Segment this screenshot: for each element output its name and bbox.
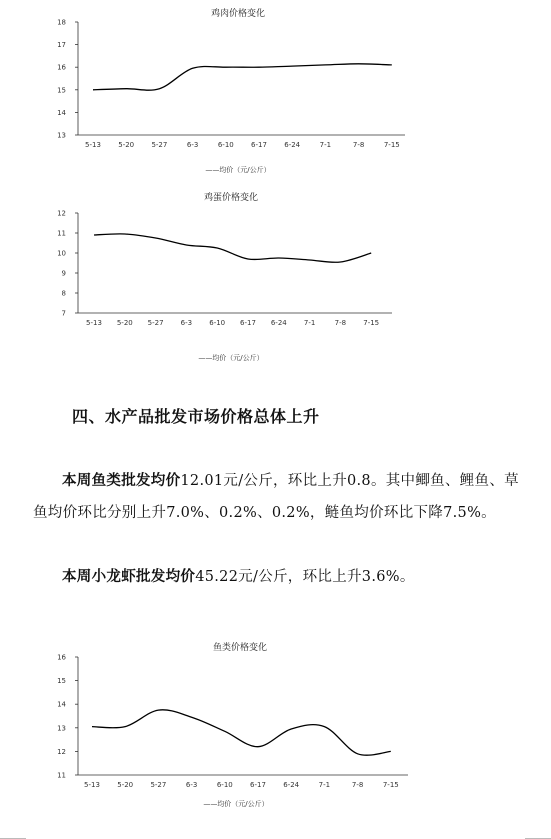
crayfish-price-paragraph <box>33 561 523 593</box>
x-tick-label: 5-13 <box>86 319 102 327</box>
fish-price-chart <box>0 630 551 825</box>
x-tick-label: 5-27 <box>150 781 167 789</box>
x-tick-label: 7-1 <box>319 141 332 149</box>
y-tick-label: 15 <box>57 86 66 95</box>
chart-title: 鸡蛋价格变化 <box>203 193 259 203</box>
x-tick-label: 6-24 <box>283 781 300 789</box>
x-tick-label: 6-17 <box>240 319 256 327</box>
x-tick-label: 6-10 <box>209 319 226 327</box>
y-tick-label: 13 <box>57 131 66 140</box>
y-tick-label: 7 <box>61 309 66 318</box>
fish-price-paragraph <box>33 465 523 529</box>
x-tick-label: 6-24 <box>270 319 287 327</box>
legend-label: ——均价（元/公斤） <box>203 800 269 808</box>
y-tick-label: 15 <box>57 677 66 686</box>
x-tick-label: 5-20 <box>116 319 133 327</box>
y-tick-label: 11 <box>57 771 66 780</box>
x-tick-label: 6-17 <box>251 141 267 149</box>
x-tick-label: 5-20 <box>117 781 134 789</box>
price-line <box>94 234 371 262</box>
chart-title: 鸡肉价格变化 <box>210 9 266 19</box>
y-tick-label: 14 <box>57 108 66 117</box>
chicken-price-chart-svg <box>0 0 551 180</box>
x-tick-label: 6-3 <box>185 781 198 789</box>
x-tick-label: 7-1 <box>303 319 316 327</box>
x-tick-label: 7-15 <box>383 141 400 149</box>
fish-price-chart-svg <box>0 630 551 825</box>
price-line <box>92 710 391 755</box>
x-tick-label: 5-27 <box>147 319 164 327</box>
x-tick-label: 7-8 <box>352 141 365 149</box>
y-tick-label: 16 <box>57 63 66 72</box>
y-tick-label: 16 <box>57 653 66 662</box>
x-tick-label: 5-20 <box>118 141 135 149</box>
x-tick-label: 5-13 <box>84 781 100 789</box>
y-tick-label: 8 <box>61 289 66 298</box>
chicken-price-chart <box>0 0 551 180</box>
y-tick-label: 18 <box>57 18 66 27</box>
price-line <box>93 64 392 90</box>
section-heading: 四、水产品批发市场价格总体上升 <box>72 407 320 426</box>
x-tick-label: 5-27 <box>151 141 168 149</box>
y-tick-label: 14 <box>57 700 66 709</box>
x-tick-label: 7-8 <box>351 781 364 789</box>
paragraph-lead: 本周小龙虾批发均价 <box>62 569 196 585</box>
x-tick-label: 6-24 <box>284 141 301 149</box>
x-tick-label: 5-13 <box>85 141 101 149</box>
y-tick-label: 12 <box>57 747 66 756</box>
x-tick-label: 7-15 <box>382 781 399 789</box>
x-tick-label: 6-10 <box>216 781 233 789</box>
y-tick-label: 12 <box>57 209 66 218</box>
chart-title: 鱼类价格变化 <box>212 643 268 653</box>
egg-price-chart-svg <box>0 180 551 370</box>
x-tick-label: 7-1 <box>318 781 331 789</box>
y-tick-label: 9 <box>61 269 66 278</box>
egg-price-chart <box>0 180 551 370</box>
y-tick-label: 10 <box>57 249 66 258</box>
y-tick-label: 17 <box>57 41 66 50</box>
x-tick-label: 6-3 <box>186 141 199 149</box>
paragraph-body: 45.22元/公斤，环比上升3.6%。 <box>195 569 415 585</box>
x-tick-label: 6-17 <box>250 781 266 789</box>
x-tick-label: 7-8 <box>334 319 347 327</box>
legend-label: ——均价（元/公斤） <box>205 166 271 174</box>
paragraph-lead: 本周鱼类批发均价 <box>62 473 181 489</box>
y-tick-label: 11 <box>57 229 66 238</box>
x-tick-label: 7-15 <box>363 319 380 327</box>
y-tick-label: 13 <box>57 724 66 733</box>
x-tick-label: 6-10 <box>217 141 234 149</box>
paragraph-body: 12.01元/公斤，环比上升0.8。其中鲫鱼、鲤鱼、草鱼均价环比分别上升7.0%、0.2%、0.2%，鲢鱼均价环比下降7.5%。 <box>33 473 519 521</box>
legend-label: ——均价（元/公斤） <box>198 354 264 362</box>
x-tick-label: 6-3 <box>180 319 193 327</box>
